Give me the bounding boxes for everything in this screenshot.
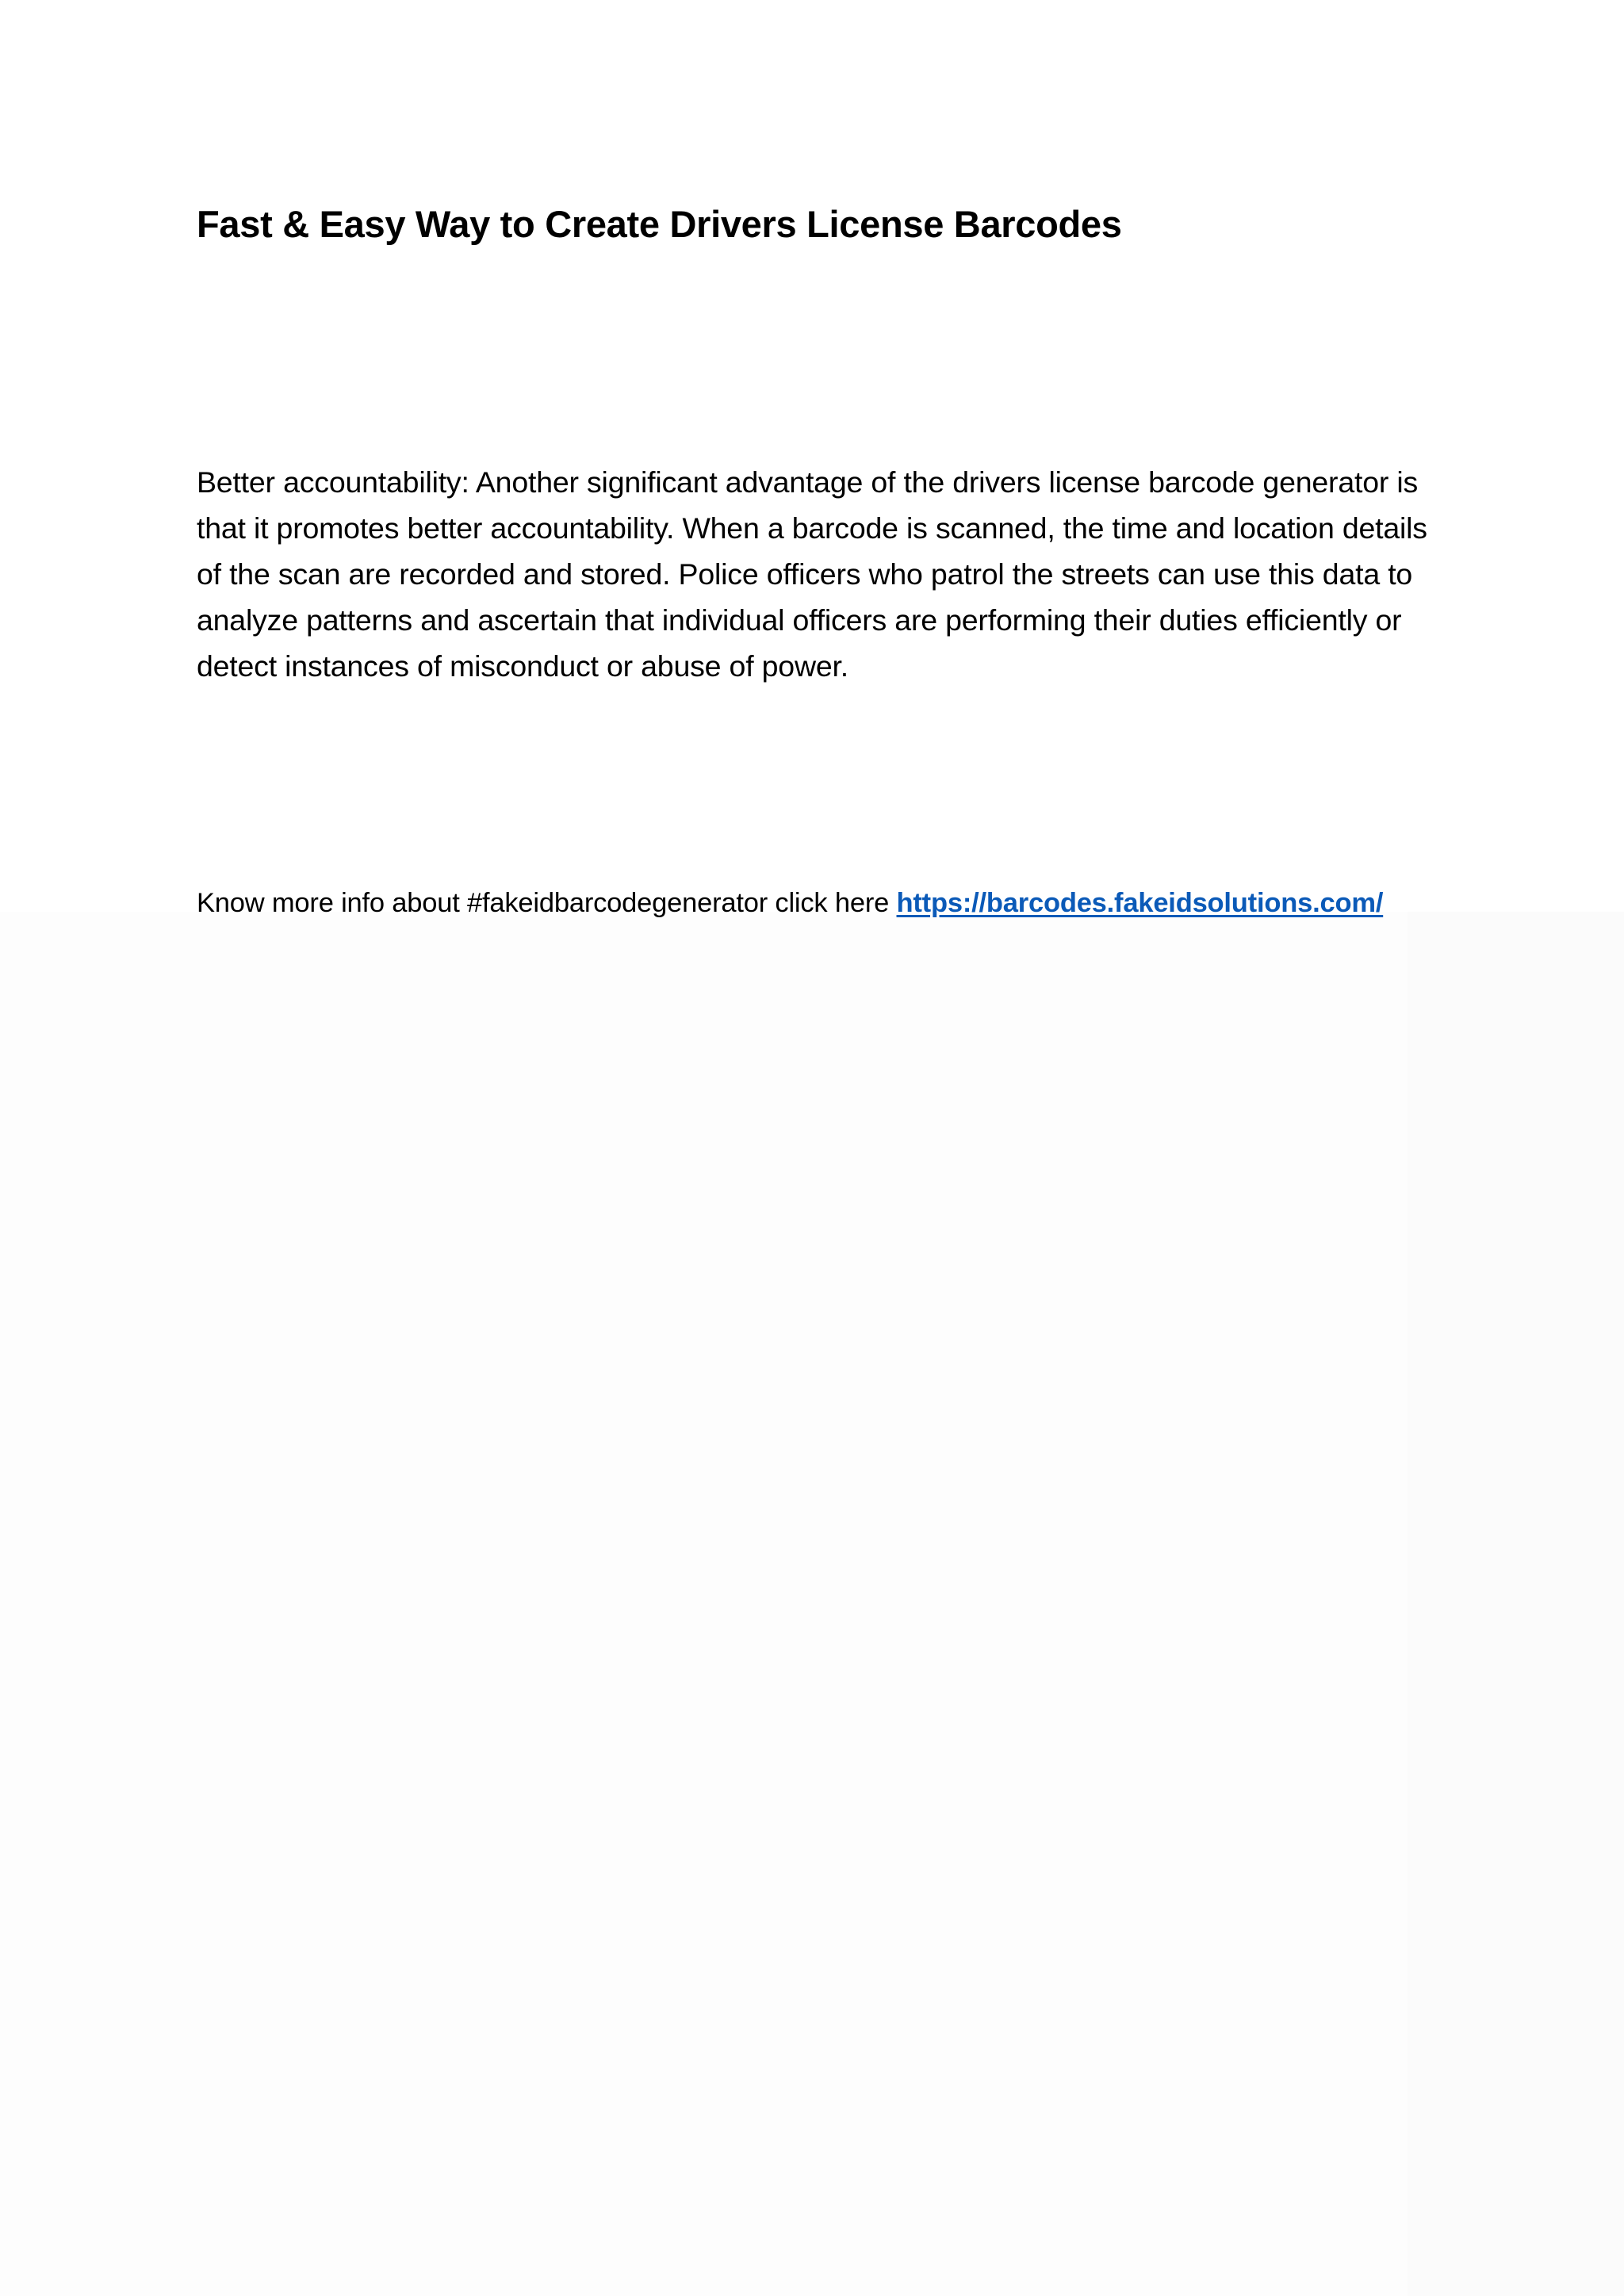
footer-link[interactable]: https://barcodes.fakeidsolutions.com/ <box>896 888 1384 918</box>
page-shading-bottom <box>0 912 1624 2296</box>
page-shading-right <box>1408 912 1624 2296</box>
footer-text: Know more info about #fakeidbarcodegenerator click here <box>197 888 897 918</box>
body-paragraph: Better accountability: Another significant advantage of the drivers license barcode generator is that it promotes better accountability. When a barcode is scanned, the time and location details of the scan are recorded and stored. Police officers who patrol the streets can use this data to analyze patterns and ascertain that individual officers are performing their duties efficiently or detect instances of misconduct or abuse of power. <box>197 465 1427 683</box>
document-title: Fast & Easy Way to Create Drivers License Barcodes <box>197 203 1122 245</box>
footer-line <box>197 882 1383 924</box>
